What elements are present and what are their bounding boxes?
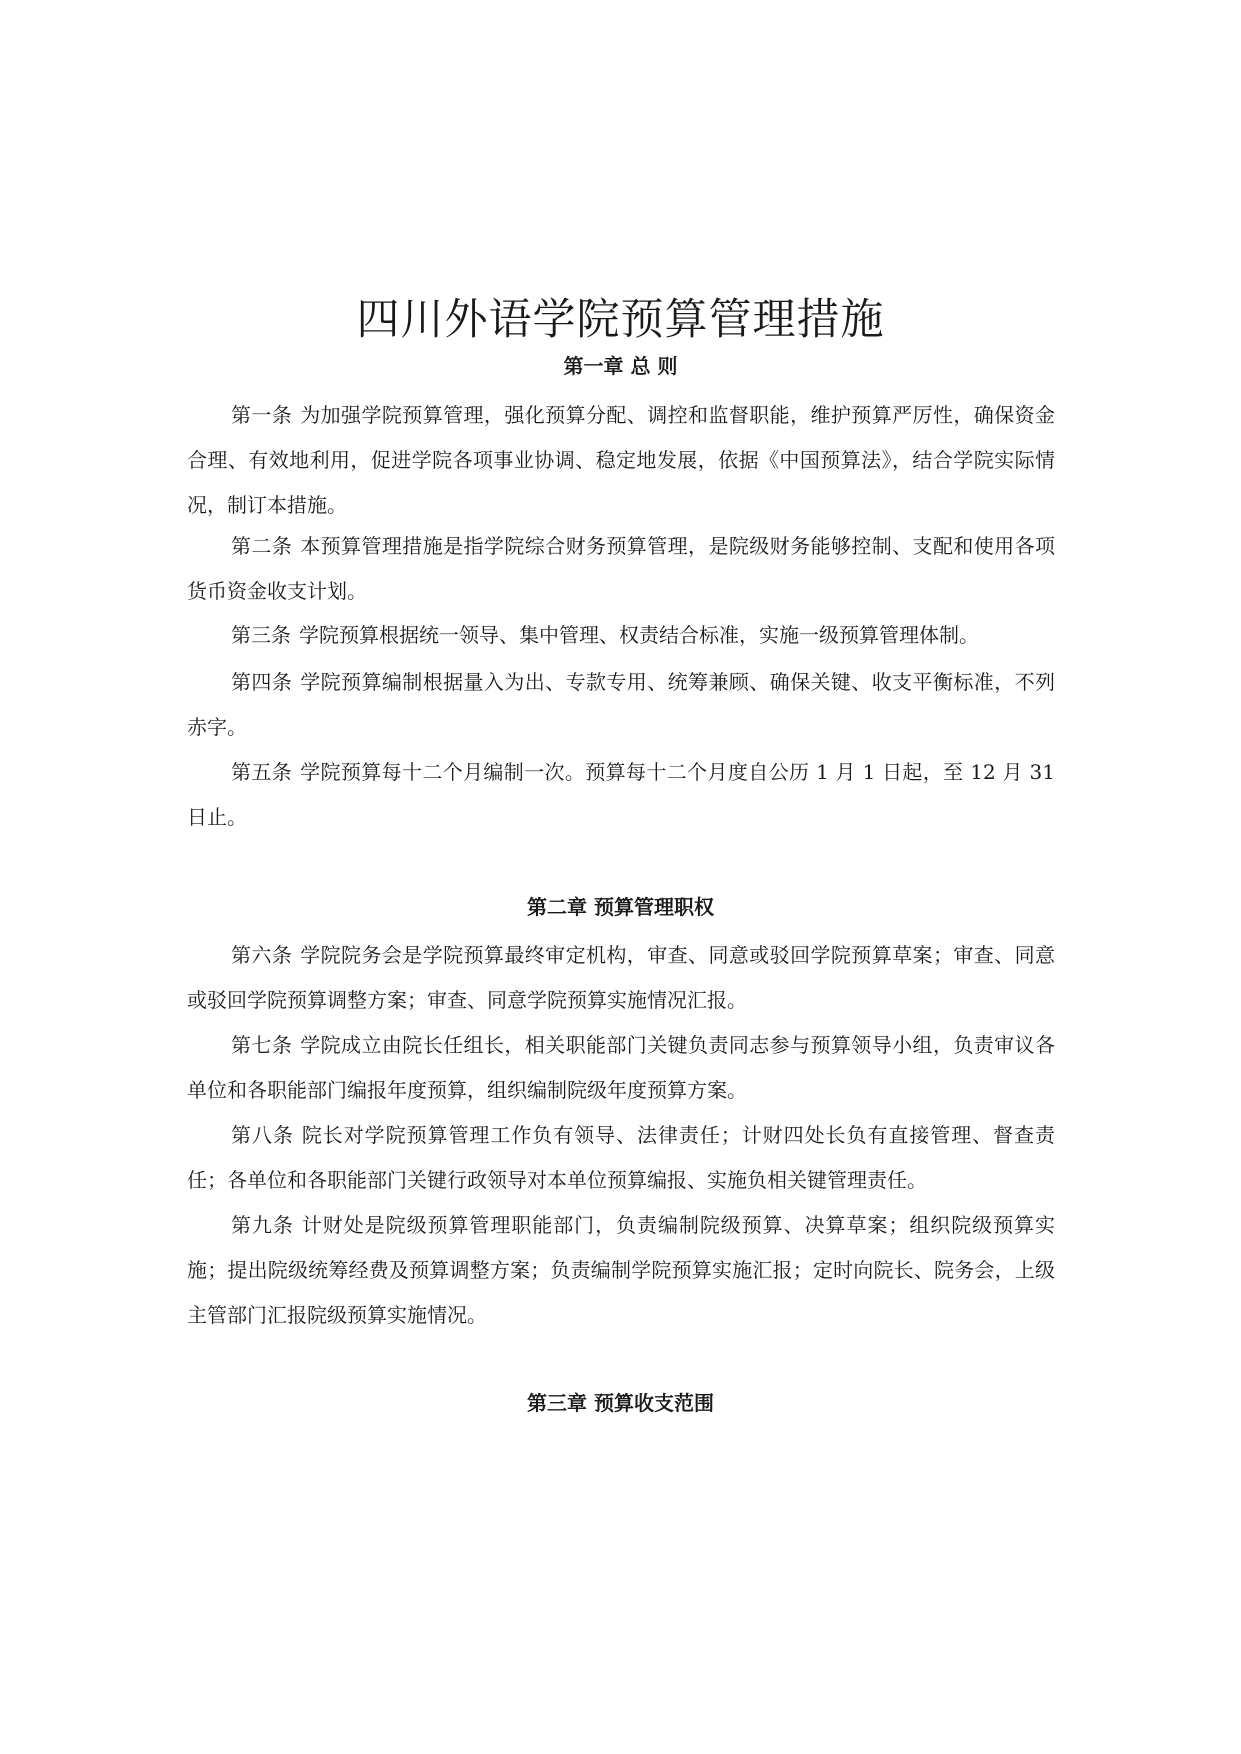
article-text: 学院院务会是学院预算最终审定机构，审查、同意或驳回学院预算草案；审查、同意或驳回学院预算调整方案；审查、同意学院预算实施情况汇报。	[187, 943, 1056, 1012]
article-label: 第四条	[231, 670, 293, 694]
article-label: 第六条	[231, 943, 293, 967]
article-7	[187, 1023, 1055, 1113]
article-text: 学院预算根据统一领导、集中管理、权责结合标准，实施一级预算管理体制。	[299, 623, 979, 647]
chapter-heading-3: 第三章 预算收支范围	[527, 1391, 714, 1415]
article-label: 第八条	[231, 1123, 294, 1147]
article-text: 为加强学院预算管理，强化预算分配、调控和监督职能，维护预算严厉性，确保资金合理、有效地利用，促进学院各项事业协调、稳定地发展，依据《中国预算法》，结合学院实际情况，制订本措施。	[187, 403, 1056, 517]
article-text: 学院预算每十二个月编制一次。预算每十二个月度自公历 1 月 1 日起，至 12 月 31 日止。	[187, 760, 1055, 829]
article-label: 第九条	[231, 1213, 294, 1237]
article-label: 第五条	[231, 760, 293, 784]
article-5	[187, 750, 1055, 840]
article-8	[187, 1113, 1055, 1203]
chapter-heading-2: 第二章 预算管理职权	[527, 895, 714, 919]
article-label: 第二条	[231, 534, 293, 558]
article-4	[187, 660, 1055, 750]
article-3	[187, 613, 1055, 658]
article-9	[187, 1203, 1055, 1338]
document-title: 四川外语学院预算管理措施	[356, 295, 885, 345]
chapter-heading-1: 第一章 总 则	[563, 354, 678, 378]
article-1	[187, 393, 1055, 528]
article-text: 学院成立由院长任组长，相关职能部门关键负责同志参与预算领导小组，负责审议各单位和各职能部门编报年度预算，组织编制院级年度预算方案。	[187, 1033, 1056, 1102]
article-text: 本预算管理措施是指学院综合财务预算管理，是院级财务能够控制、支配和使用各项货币资金收支计划。	[187, 534, 1056, 603]
article-6	[187, 933, 1055, 1023]
article-label: 第七条	[231, 1033, 293, 1057]
article-label: 第一条	[231, 403, 293, 427]
article-label: 第三条	[231, 623, 291, 647]
article-text: 计财处是院级预算管理职能部门，负责编制院级预算、决算草案；组织院级预算实施；提出院级统筹经费及预算调整方案；负责编制学院预算实施汇报；定时向院长、院务会，上级主管部门汇报院级预算实施情况。	[187, 1213, 1056, 1327]
article-2	[187, 524, 1055, 614]
article-text: 院长对学院预算管理工作负有领导、法律责任；计财四处长负有直接管理、督查责任；各单位和各职能部门关键行政领导对本单位预算编报、实施负相关键管理责任。	[187, 1123, 1056, 1192]
article-text: 学院预算编制根据量入为出、专款专用、统筹兼顾、确保关键、收支平衡标准，不列赤字。	[187, 670, 1056, 739]
